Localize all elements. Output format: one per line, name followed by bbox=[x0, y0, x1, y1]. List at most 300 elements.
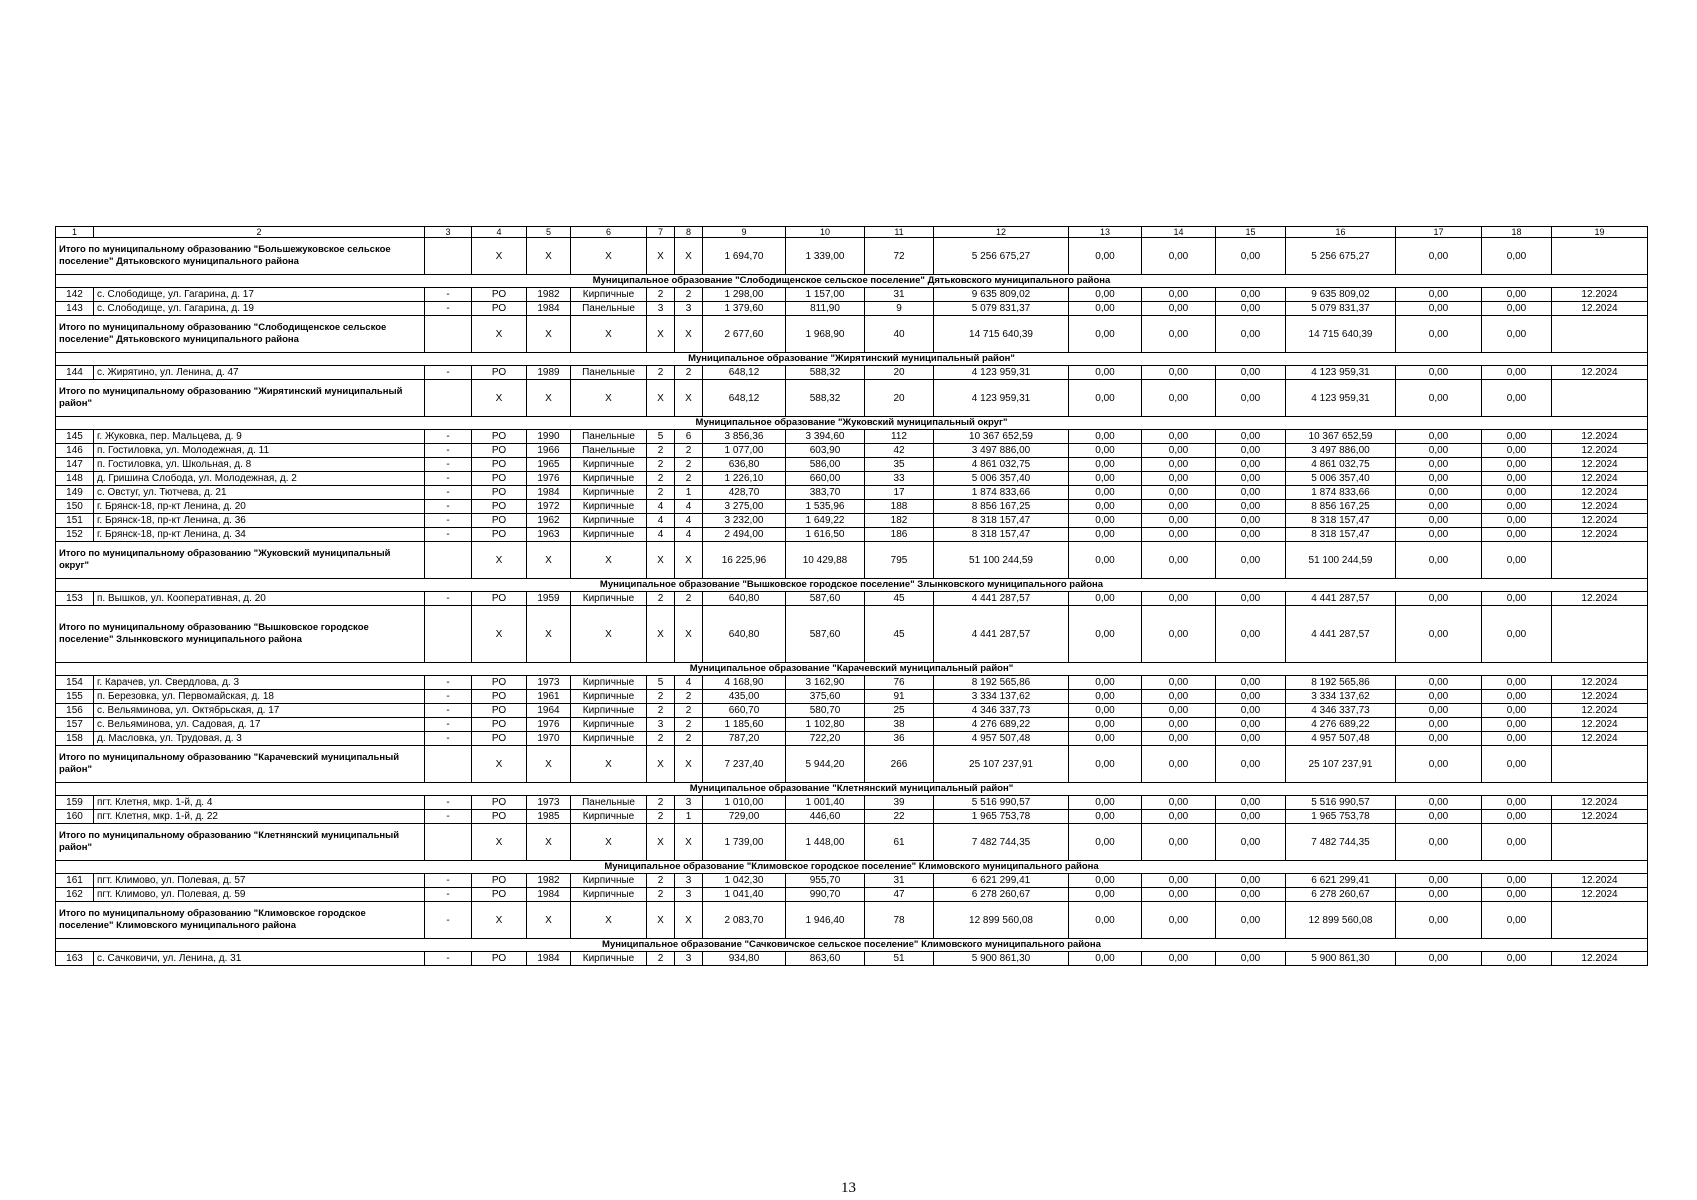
table-cell: 648,12 bbox=[703, 380, 786, 417]
table-cell: 17 bbox=[865, 486, 934, 500]
table-cell: X bbox=[647, 902, 675, 939]
table-cell: 0,00 bbox=[1216, 514, 1286, 528]
table-cell: 25 bbox=[865, 704, 934, 718]
table-cell: 8 192 565,86 bbox=[934, 676, 1069, 690]
table-cell: 12.2024 bbox=[1552, 690, 1648, 704]
table-cell: - bbox=[425, 366, 472, 380]
table-cell: Кирпичные bbox=[571, 690, 647, 704]
table-cell: 0,00 bbox=[1396, 592, 1482, 606]
table-cell: 0,00 bbox=[1069, 746, 1142, 783]
table-cell: X bbox=[571, 542, 647, 579]
table-cell: 8 318 157,47 bbox=[934, 514, 1069, 528]
municipality-total-row bbox=[56, 238, 1648, 275]
table-cell: 16 bbox=[1286, 227, 1396, 238]
table-cell: 2 bbox=[647, 952, 675, 966]
table-cell: Итого по муниципальному образованию "Карачевский муниципальный район" bbox=[56, 746, 425, 783]
table-cell: 12.2024 bbox=[1552, 732, 1648, 746]
table-cell: 0,00 bbox=[1069, 676, 1142, 690]
table-cell: 428,70 bbox=[703, 486, 786, 500]
table-cell: 1964 bbox=[527, 704, 571, 718]
table-cell: 51 100 244,59 bbox=[1286, 542, 1396, 579]
table-cell: 1 102,80 bbox=[786, 718, 865, 732]
table-cell: X bbox=[647, 824, 675, 861]
table-cell: 3 bbox=[675, 874, 703, 888]
table-cell: 580,70 bbox=[786, 704, 865, 718]
table-cell: Панельные bbox=[571, 444, 647, 458]
table-cell: 0,00 bbox=[1069, 902, 1142, 939]
table-cell: 3 bbox=[675, 952, 703, 966]
table-cell: X bbox=[527, 542, 571, 579]
table-cell: X bbox=[571, 746, 647, 783]
table-cell: 1959 bbox=[527, 592, 571, 606]
table-cell: 2 bbox=[647, 458, 675, 472]
table-cell: 3 497 886,00 bbox=[1286, 444, 1396, 458]
table-cell: 1 874 833,66 bbox=[934, 486, 1069, 500]
table-cell: 12.2024 bbox=[1552, 500, 1648, 514]
table-cell: 150 bbox=[56, 500, 94, 514]
table-cell: 3 bbox=[675, 796, 703, 810]
table-cell: 0,00 bbox=[1069, 732, 1142, 746]
table-cell: 12.2024 bbox=[1552, 528, 1648, 542]
table-cell: - bbox=[425, 302, 472, 316]
table-cell bbox=[425, 542, 472, 579]
table-cell: 76 bbox=[865, 676, 934, 690]
table-cell: 12 899 560,08 bbox=[934, 902, 1069, 939]
table-cell: 0,00 bbox=[1216, 888, 1286, 902]
table-cell: Кирпичные bbox=[571, 514, 647, 528]
table-cell: 188 bbox=[865, 500, 934, 514]
table-cell: X bbox=[527, 746, 571, 783]
table-cell: 1973 bbox=[527, 796, 571, 810]
table-cell: 4 123 959,31 bbox=[934, 380, 1069, 417]
table-cell: 14 bbox=[1142, 227, 1216, 238]
table-cell: 38 bbox=[865, 718, 934, 732]
table-cell: 587,60 bbox=[786, 606, 865, 663]
table-cell: 12.2024 bbox=[1552, 430, 1648, 444]
table-cell: п. Гостиловка, ул. Молодежная, д. 11 bbox=[94, 444, 425, 458]
table-cell: с. Слободище, ул. Гагарина, д. 19 bbox=[94, 302, 425, 316]
table-cell: Муниципальное образование "Клетнянский муниципальный район" bbox=[56, 783, 1648, 796]
table-cell: 0,00 bbox=[1216, 528, 1286, 542]
table-cell: 0,00 bbox=[1142, 380, 1216, 417]
table-cell: 0,00 bbox=[1482, 528, 1552, 542]
table-cell: 955,70 bbox=[786, 874, 865, 888]
table-cell: 4 123 959,31 bbox=[1286, 380, 1396, 417]
table-cell: 4 346 337,73 bbox=[934, 704, 1069, 718]
table-cell: 0,00 bbox=[1216, 472, 1286, 486]
table-row bbox=[56, 676, 1648, 690]
table-cell: 4 441 287,57 bbox=[1286, 592, 1396, 606]
table-cell bbox=[425, 316, 472, 353]
table-cell: Кирпичные bbox=[571, 952, 647, 966]
table-cell: 12.2024 bbox=[1552, 366, 1648, 380]
table-cell: РО bbox=[472, 796, 527, 810]
table-cell: РО bbox=[472, 500, 527, 514]
table-cell: Кирпичные bbox=[571, 500, 647, 514]
table-cell: 0,00 bbox=[1216, 690, 1286, 704]
table-cell: 3 bbox=[675, 888, 703, 902]
table-row bbox=[56, 592, 1648, 606]
table-cell: X bbox=[472, 380, 527, 417]
table-cell: Итого по муниципальному образованию "Климовское городское поселение" Климовского муниципального района bbox=[56, 902, 425, 939]
table-cell: 0,00 bbox=[1396, 430, 1482, 444]
table-cell: 45 bbox=[865, 592, 934, 606]
table-cell: - bbox=[425, 430, 472, 444]
table-cell: 91 bbox=[865, 690, 934, 704]
table-cell: 40 bbox=[865, 316, 934, 353]
table-cell: 729,00 bbox=[703, 810, 786, 824]
table-row bbox=[56, 514, 1648, 528]
table-cell: 4 441 287,57 bbox=[934, 592, 1069, 606]
table-cell: 588,32 bbox=[786, 380, 865, 417]
table-cell: 1984 bbox=[527, 302, 571, 316]
table-cell: 0,00 bbox=[1396, 288, 1482, 302]
table-cell: 660,70 bbox=[703, 704, 786, 718]
table-cell: 2 bbox=[647, 486, 675, 500]
table-cell: 12.2024 bbox=[1552, 676, 1648, 690]
table-cell: - bbox=[425, 458, 472, 472]
table-row bbox=[56, 796, 1648, 810]
table-cell: 0,00 bbox=[1142, 444, 1216, 458]
table-cell: 0,00 bbox=[1482, 902, 1552, 939]
table-cell: Итого по муниципальному образованию "Вышковское городское поселение" Злынковского муниципального района bbox=[56, 606, 425, 663]
table-cell: 2 083,70 bbox=[703, 902, 786, 939]
table-cell: п. Березовка, ул. Первомайская, д. 18 bbox=[94, 690, 425, 704]
table-cell: 640,80 bbox=[703, 606, 786, 663]
table-cell: 0,00 bbox=[1482, 472, 1552, 486]
table-cell: 12.2024 bbox=[1552, 514, 1648, 528]
table-cell: X bbox=[527, 606, 571, 663]
table-cell: 12 899 560,08 bbox=[1286, 902, 1396, 939]
table-cell: 4 957 507,48 bbox=[934, 732, 1069, 746]
table-cell: 4 441 287,57 bbox=[934, 606, 1069, 663]
table-cell: 2 bbox=[675, 718, 703, 732]
table-cell: д. Масловка, ул. Трудовая, д. 3 bbox=[94, 732, 425, 746]
table-cell: 0,00 bbox=[1142, 606, 1216, 663]
table-cell: 1 965 753,78 bbox=[1286, 810, 1396, 824]
table-cell: д. Гришина Слобода, ул. Молодежная, д. 2 bbox=[94, 472, 425, 486]
table-cell: 0,00 bbox=[1142, 430, 1216, 444]
table-cell: 156 bbox=[56, 704, 94, 718]
table-cell: 3 334 137,62 bbox=[1286, 690, 1396, 704]
table-cell: 148 bbox=[56, 472, 94, 486]
table-cell: РО bbox=[472, 704, 527, 718]
table-cell: 8 856 167,25 bbox=[1286, 500, 1396, 514]
table-cell: 0,00 bbox=[1482, 366, 1552, 380]
table-cell: 2 bbox=[647, 444, 675, 458]
table-cell: X bbox=[571, 238, 647, 275]
table-cell: 0,00 bbox=[1069, 824, 1142, 861]
table-row bbox=[56, 430, 1648, 444]
table-cell: 14 715 640,39 bbox=[1286, 316, 1396, 353]
table-cell: 12.2024 bbox=[1552, 704, 1648, 718]
table-cell: 0,00 bbox=[1142, 366, 1216, 380]
table-cell: 16 225,96 bbox=[703, 542, 786, 579]
table-cell: 2 677,60 bbox=[703, 316, 786, 353]
table-cell: 1 001,40 bbox=[786, 796, 865, 810]
table-cell: 2 bbox=[647, 592, 675, 606]
table-cell: 20 bbox=[865, 380, 934, 417]
table-cell: 4 bbox=[647, 500, 675, 514]
table-cell: 0,00 bbox=[1396, 810, 1482, 824]
table-cell: 1 bbox=[675, 486, 703, 500]
table-cell: 22 bbox=[865, 810, 934, 824]
table-cell: 0,00 bbox=[1142, 302, 1216, 316]
table-cell: 6 bbox=[675, 430, 703, 444]
table-cell: 0,00 bbox=[1216, 824, 1286, 861]
table-cell: 1963 bbox=[527, 528, 571, 542]
table-cell: 4 276 689,22 bbox=[1286, 718, 1396, 732]
table-cell: 4 bbox=[472, 227, 527, 238]
table-cell: 0,00 bbox=[1482, 542, 1552, 579]
table-cell: - bbox=[425, 444, 472, 458]
table-cell: 5 900 861,30 bbox=[1286, 952, 1396, 966]
table-cell: 25 107 237,91 bbox=[1286, 746, 1396, 783]
table-cell: 0,00 bbox=[1396, 718, 1482, 732]
table-cell: 51 100 244,59 bbox=[934, 542, 1069, 579]
table-cell: 0,00 bbox=[1396, 888, 1482, 902]
table-cell: 0,00 bbox=[1216, 796, 1286, 810]
table-cell: Кирпичные bbox=[571, 676, 647, 690]
table-cell: 0,00 bbox=[1396, 952, 1482, 966]
table-cell: РО bbox=[472, 592, 527, 606]
table-cell: 0,00 bbox=[1482, 430, 1552, 444]
table-cell: 0,00 bbox=[1216, 874, 1286, 888]
table-cell: 9 635 809,02 bbox=[934, 288, 1069, 302]
table-cell: 4 bbox=[675, 676, 703, 690]
table-cell: 4 168,90 bbox=[703, 676, 786, 690]
table-cell: пгт. Клетня, мкр. 1-й, д. 22 bbox=[94, 810, 425, 824]
table-cell: 0,00 bbox=[1396, 704, 1482, 718]
table-cell: 51 bbox=[865, 952, 934, 966]
table-cell: 0,00 bbox=[1142, 458, 1216, 472]
table-cell: 0,00 bbox=[1216, 366, 1286, 380]
table-cell: 990,70 bbox=[786, 888, 865, 902]
municipality-header-row bbox=[56, 353, 1648, 366]
table-cell: X bbox=[647, 238, 675, 275]
table-cell: 0,00 bbox=[1069, 592, 1142, 606]
table-cell: 161 bbox=[56, 874, 94, 888]
table-cell: 0,00 bbox=[1142, 796, 1216, 810]
table-cell: 2 bbox=[647, 810, 675, 824]
table-cell: X bbox=[571, 316, 647, 353]
table-cell: 1 649,22 bbox=[786, 514, 865, 528]
municipality-total-row bbox=[56, 316, 1648, 353]
table-cell: 0,00 bbox=[1216, 316, 1286, 353]
table-cell: 12.2024 bbox=[1552, 874, 1648, 888]
table-cell: 0,00 bbox=[1482, 458, 1552, 472]
table-cell: 0,00 bbox=[1482, 500, 1552, 514]
table-cell: 795 bbox=[865, 542, 934, 579]
table-cell: 0,00 bbox=[1396, 316, 1482, 353]
table-cell: 1990 bbox=[527, 430, 571, 444]
municipality-header-row bbox=[56, 939, 1648, 952]
table-row bbox=[56, 888, 1648, 902]
municipality-header-row bbox=[56, 861, 1648, 874]
table-cell: X bbox=[571, 902, 647, 939]
table-cell: 1 448,00 bbox=[786, 824, 865, 861]
table-cell: 1984 bbox=[527, 888, 571, 902]
table-cell: 1976 bbox=[527, 472, 571, 486]
table-cell: X bbox=[472, 606, 527, 663]
table-cell: 6 bbox=[571, 227, 647, 238]
table-cell: 159 bbox=[56, 796, 94, 810]
table-cell: 1982 bbox=[527, 288, 571, 302]
table-cell: 1961 bbox=[527, 690, 571, 704]
table-cell: 3 275,00 bbox=[703, 500, 786, 514]
table-cell bbox=[1552, 606, 1648, 663]
table-cell: 147 bbox=[56, 458, 94, 472]
table-cell: 0,00 bbox=[1216, 952, 1286, 966]
table-cell: 0,00 bbox=[1482, 690, 1552, 704]
table-cell: 12.2024 bbox=[1552, 810, 1648, 824]
municipality-header-row bbox=[56, 275, 1648, 288]
table-cell: 2 bbox=[675, 458, 703, 472]
table-cell: РО bbox=[472, 810, 527, 824]
table-cell: 0,00 bbox=[1216, 302, 1286, 316]
table-cell: 1 535,96 bbox=[786, 500, 865, 514]
table-cell: 0,00 bbox=[1069, 810, 1142, 824]
table-cell: X bbox=[472, 824, 527, 861]
table-cell: 660,00 bbox=[786, 472, 865, 486]
table-cell: 0,00 bbox=[1396, 542, 1482, 579]
table-cell: 640,80 bbox=[703, 592, 786, 606]
table-cell: 0,00 bbox=[1069, 606, 1142, 663]
table-cell: 0,00 bbox=[1482, 888, 1552, 902]
table-cell: - bbox=[425, 902, 472, 939]
table-cell: 3 394,60 bbox=[786, 430, 865, 444]
table-cell: 1 226,10 bbox=[703, 472, 786, 486]
table-row bbox=[56, 444, 1648, 458]
table-cell: 648,12 bbox=[703, 366, 786, 380]
table-cell: 154 bbox=[56, 676, 94, 690]
table-cell: Итого по муниципальному образованию "Жирятинский муниципальный район" bbox=[56, 380, 425, 417]
table-cell: X bbox=[571, 606, 647, 663]
table-cell: 4 441 287,57 bbox=[1286, 606, 1396, 663]
table-cell: 31 bbox=[865, 874, 934, 888]
table-cell bbox=[1552, 746, 1648, 783]
table-cell: 0,00 bbox=[1069, 888, 1142, 902]
table-cell: с. Вельяминова, ул. Садовая, д. 17 bbox=[94, 718, 425, 732]
table-cell: 4 861 032,75 bbox=[1286, 458, 1396, 472]
table-cell bbox=[1552, 380, 1648, 417]
table-row bbox=[56, 528, 1648, 542]
register-table-container bbox=[55, 226, 1647, 966]
table-cell: 6 621 299,41 bbox=[1286, 874, 1396, 888]
table-cell: 0,00 bbox=[1142, 874, 1216, 888]
table-cell: 0,00 bbox=[1482, 606, 1552, 663]
table-cell: - bbox=[425, 514, 472, 528]
table-cell: г. Брянск-18, пр-кт Ленина, д. 20 bbox=[94, 500, 425, 514]
table-cell: - bbox=[425, 874, 472, 888]
table-row bbox=[56, 732, 1648, 746]
table-cell: 12.2024 bbox=[1552, 302, 1648, 316]
table-cell: 5 900 861,30 bbox=[934, 952, 1069, 966]
table-cell: 160 bbox=[56, 810, 94, 824]
table-cell: 151 bbox=[56, 514, 94, 528]
table-cell: 0,00 bbox=[1396, 486, 1482, 500]
table-cell: 61 bbox=[865, 824, 934, 861]
table-cell: 12.2024 bbox=[1552, 472, 1648, 486]
table-cell: 0,00 bbox=[1216, 704, 1286, 718]
table-cell: 0,00 bbox=[1482, 514, 1552, 528]
table-cell: 3 232,00 bbox=[703, 514, 786, 528]
table-cell: 266 bbox=[865, 746, 934, 783]
table-cell: 0,00 bbox=[1069, 704, 1142, 718]
table-cell: РО bbox=[472, 676, 527, 690]
municipality-header-row bbox=[56, 417, 1648, 430]
table-cell: 11 bbox=[865, 227, 934, 238]
table-cell: 0,00 bbox=[1396, 874, 1482, 888]
table-cell: 0,00 bbox=[1142, 824, 1216, 861]
table-cell: Панельные bbox=[571, 430, 647, 444]
table-cell: Кирпичные bbox=[571, 718, 647, 732]
table-cell: 5 944,20 bbox=[786, 746, 865, 783]
table-cell: г. Жуковка, пер. Мальцева, д. 9 bbox=[94, 430, 425, 444]
municipality-header-row bbox=[56, 579, 1648, 592]
table-cell: РО bbox=[472, 444, 527, 458]
table-cell: - bbox=[425, 676, 472, 690]
table-cell: 0,00 bbox=[1482, 874, 1552, 888]
table-cell: с. Жирятино, ул. Ленина, д. 47 bbox=[94, 366, 425, 380]
table-cell: РО bbox=[472, 486, 527, 500]
municipality-total-row bbox=[56, 902, 1648, 939]
table-cell: 0,00 bbox=[1216, 458, 1286, 472]
table-cell: Кирпичные bbox=[571, 486, 647, 500]
table-cell: 5 516 990,57 bbox=[1286, 796, 1396, 810]
table-cell: 19 bbox=[1552, 227, 1648, 238]
table-cell: 4 861 032,75 bbox=[934, 458, 1069, 472]
table-cell: 0,00 bbox=[1482, 486, 1552, 500]
table-cell: 446,60 bbox=[786, 810, 865, 824]
table-cell: 0,00 bbox=[1482, 952, 1552, 966]
table-cell: п. Вышков, ул. Кооперативная, д. 20 bbox=[94, 592, 425, 606]
table-cell: 2 bbox=[647, 288, 675, 302]
table-cell: X bbox=[675, 824, 703, 861]
table-cell: 0,00 bbox=[1482, 316, 1552, 353]
table-cell: 9 635 809,02 bbox=[1286, 288, 1396, 302]
table-cell: X bbox=[472, 316, 527, 353]
table-cell: Кирпичные bbox=[571, 288, 647, 302]
table-cell: 4 957 507,48 bbox=[1286, 732, 1396, 746]
municipality-total-row bbox=[56, 380, 1648, 417]
table-cell: 0,00 bbox=[1482, 810, 1552, 824]
table-cell: 5 bbox=[647, 430, 675, 444]
table-cell: 0,00 bbox=[1396, 444, 1482, 458]
page-number: 13 bbox=[841, 1180, 856, 1196]
table-cell: 863,60 bbox=[786, 952, 865, 966]
table-cell: 1 339,00 bbox=[786, 238, 865, 275]
table-cell: 0,00 bbox=[1069, 486, 1142, 500]
table-cell: 0,00 bbox=[1396, 732, 1482, 746]
table-cell: 33 bbox=[865, 472, 934, 486]
table-cell: с. Овстуг, ул. Тютчева, д. 21 bbox=[94, 486, 425, 500]
table-cell: РО bbox=[472, 732, 527, 746]
table-cell: 39 bbox=[865, 796, 934, 810]
table-cell: Муниципальное образование "Сачковичское сельское поселение" Климовского муниципального района bbox=[56, 939, 1648, 952]
table-cell: 4 bbox=[647, 528, 675, 542]
table-cell: 35 bbox=[865, 458, 934, 472]
table-cell: 155 bbox=[56, 690, 94, 704]
table-cell: РО bbox=[472, 302, 527, 316]
table-cell: 15 bbox=[1216, 227, 1286, 238]
table-cell: 0,00 bbox=[1216, 810, 1286, 824]
table-cell: 1972 bbox=[527, 500, 571, 514]
table-cell: Итого по муниципальному образованию "Слободищенское сельское поселение" Дятьковского муниципального района bbox=[56, 316, 425, 353]
table-cell: 72 bbox=[865, 238, 934, 275]
table-cell: 0,00 bbox=[1069, 316, 1142, 353]
table-cell: 4 bbox=[675, 528, 703, 542]
